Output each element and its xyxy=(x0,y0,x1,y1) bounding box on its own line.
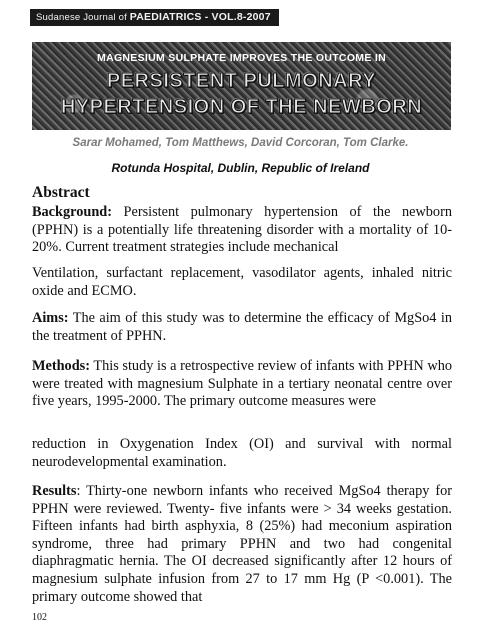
author-list: Sarar Mohamed, Tom Matthews, David Corcoran, Tom Clarke. xyxy=(72,137,409,149)
page-number: 102 xyxy=(32,612,47,623)
title-line-2: PERSISTENT PULMONARY xyxy=(106,70,377,92)
journal-prefix: Sudanese Journal of xyxy=(36,12,130,23)
title-banner xyxy=(32,42,451,130)
methods-text: This study is a retrospective review of infants with PPHN who were treated with magnesium Sulphate in a tertiary neonatal centre over five years, 1995-2000. The primary outcome measures were xyxy=(32,358,452,410)
results-paragraph xyxy=(32,483,452,606)
aims-text: The aim of this study was to determine the efficacy of MgSo4 in the treatment of PPHN. xyxy=(32,310,452,344)
aims-paragraph xyxy=(32,310,452,345)
background-continuation: Ventilation, surfactant replacement, vasodilator agents, inhaled nitric oxide and ECMO. xyxy=(32,265,452,299)
journal-name: PAEDIATRICS - VOL.8-2007 xyxy=(129,11,271,23)
journal-header xyxy=(30,9,279,26)
methods-continuation: reduction in Oxygenation Index (OI) and survival with normal neurodevelopmental examination. xyxy=(32,436,452,470)
results-text: : Thirty-one newborn infants who received MgSo4 therapy for PPHN were reviewed. Twenty- five infants were > 34 weeks gestation. Fifteen infants had birth asphyxia, 8 (25%) had meconium aspiration syndrome, three had primary PPHN and two had congenital diaphragmatic hernia. The OI decreased significantly after 12 hours of magnesium sulphate infusion from 27 to 17 mm Hg (P <0.001). The primary outcome showed that xyxy=(32,483,452,605)
methods-label: Methods: xyxy=(32,358,90,374)
methods-paragraph xyxy=(32,358,452,411)
title-line-1: MAGNESIUM SULPHATE IMPROVES THE OUTCOME IN xyxy=(97,52,386,64)
background-label: Background: xyxy=(32,204,112,220)
aims-label: Aims: xyxy=(32,310,69,326)
background-text: Persistent pulmonary hypertension of the newborn (PPHN) is a potentially life threatening disorder with a mortality of 10-20%. Current treatment strategies include mechanical xyxy=(32,204,452,256)
background-paragraph xyxy=(32,204,452,257)
title-line-3: HYPERTENSION OF THE NEWBORN xyxy=(60,96,423,118)
results-label: Results xyxy=(32,483,77,499)
affiliation: Rotunda Hospital, Dublin, Republic of Ireland xyxy=(111,161,370,175)
abstract-heading: Abstract xyxy=(32,184,90,201)
